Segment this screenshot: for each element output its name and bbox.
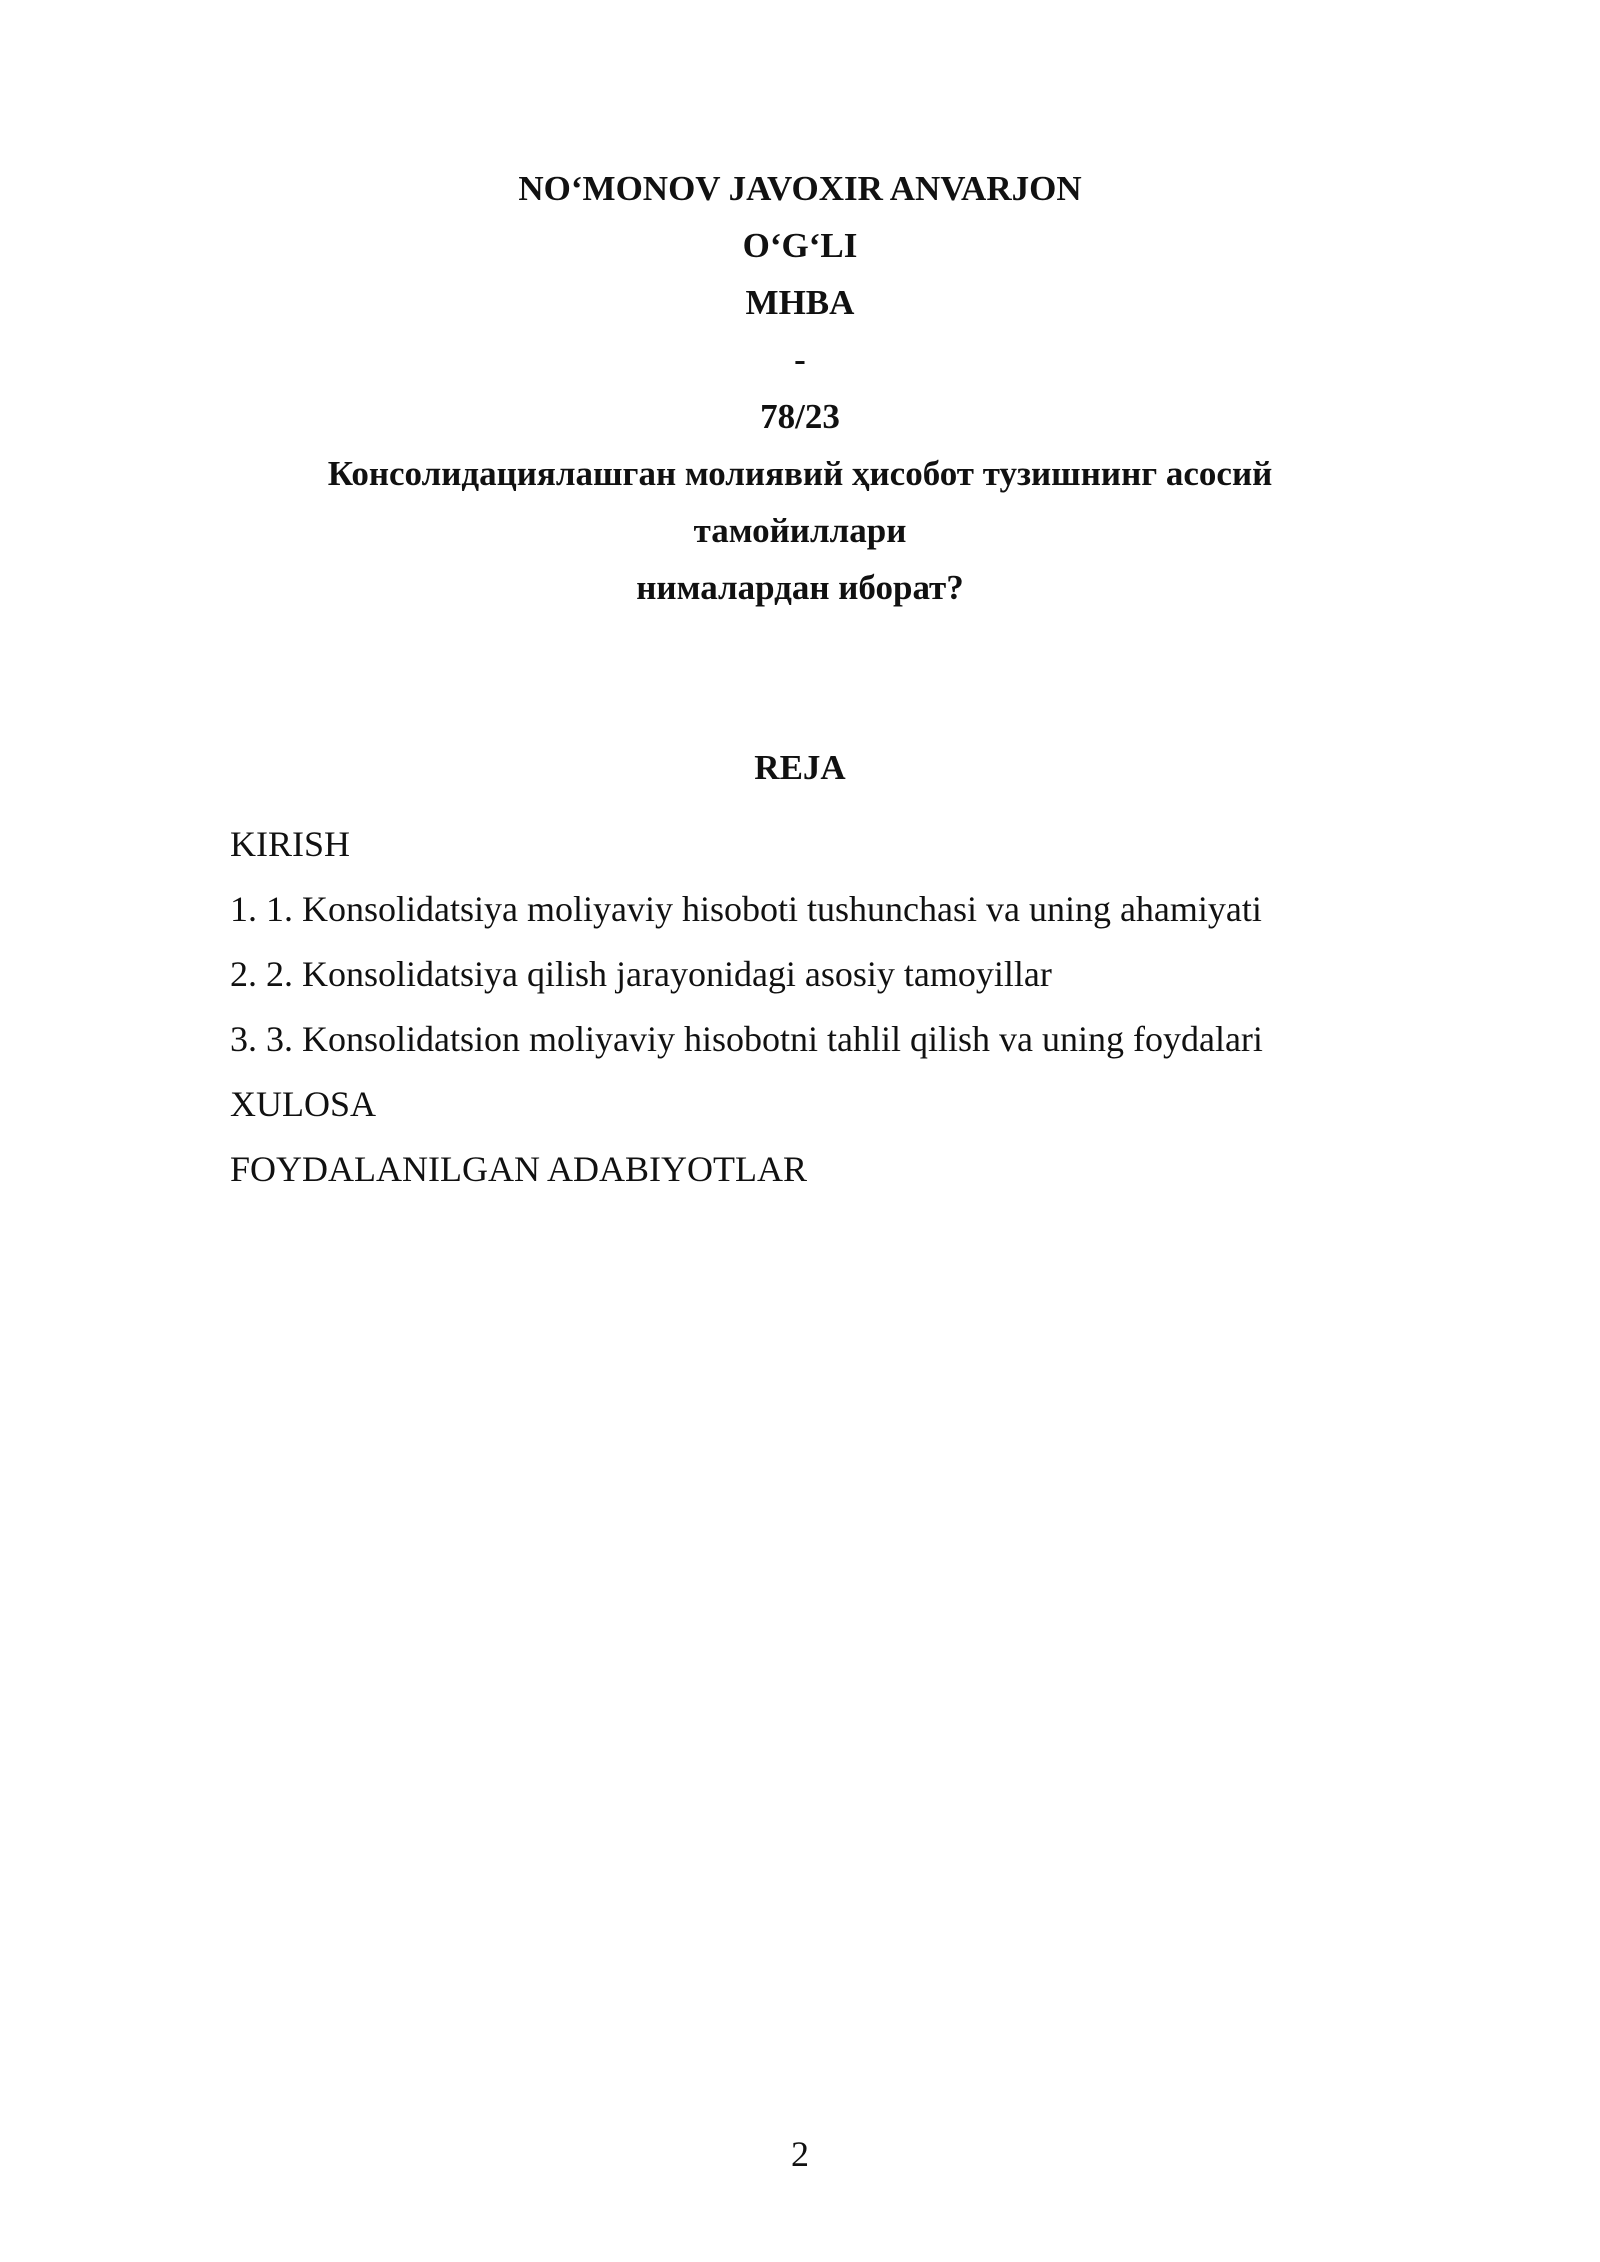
group-separator: - bbox=[794, 340, 806, 379]
title-block bbox=[0, 160, 1600, 616]
plan-item-chapter-3: 3. 3. Konsolidatsion moliyaviy hisobotni tahlil qilish va uning foydalari bbox=[230, 1019, 1263, 1059]
plan-list bbox=[230, 812, 1430, 1202]
page-number: 2 bbox=[791, 2134, 809, 2174]
plan-heading: REJA bbox=[754, 748, 846, 787]
plan-item-chapter-2: 2. 2. Konsolidatsiya qilish jarayonidagi asosiy tamoyillar bbox=[230, 954, 1052, 994]
topic-title-line-3: нималардан иборат? bbox=[636, 568, 964, 607]
author-patronymic: O‘G‘LI bbox=[742, 226, 858, 265]
plan-item-conclusion: XULOSA bbox=[230, 1084, 377, 1124]
plan-item-introduction: KIRISH bbox=[230, 824, 351, 864]
plan-item-references: FOYDALANILGAN ADABIYOTLAR bbox=[230, 1149, 807, 1189]
group-number: 78/23 bbox=[760, 397, 840, 436]
topic-title-line-2: тамойиллари bbox=[693, 511, 907, 550]
group-code: MHBA bbox=[745, 283, 855, 322]
topic-title-line-1: Консолидациялашган молиявий ҳисобот тузишнинг асосий bbox=[327, 454, 1273, 493]
author-name: NO‘MONOV JAVOXIR ANVARJON bbox=[518, 169, 1082, 208]
plan-item-chapter-1: 1. 1. Konsolidatsiya moliyaviy hisoboti tushunchasi va uning ahamiyati bbox=[230, 889, 1262, 929]
